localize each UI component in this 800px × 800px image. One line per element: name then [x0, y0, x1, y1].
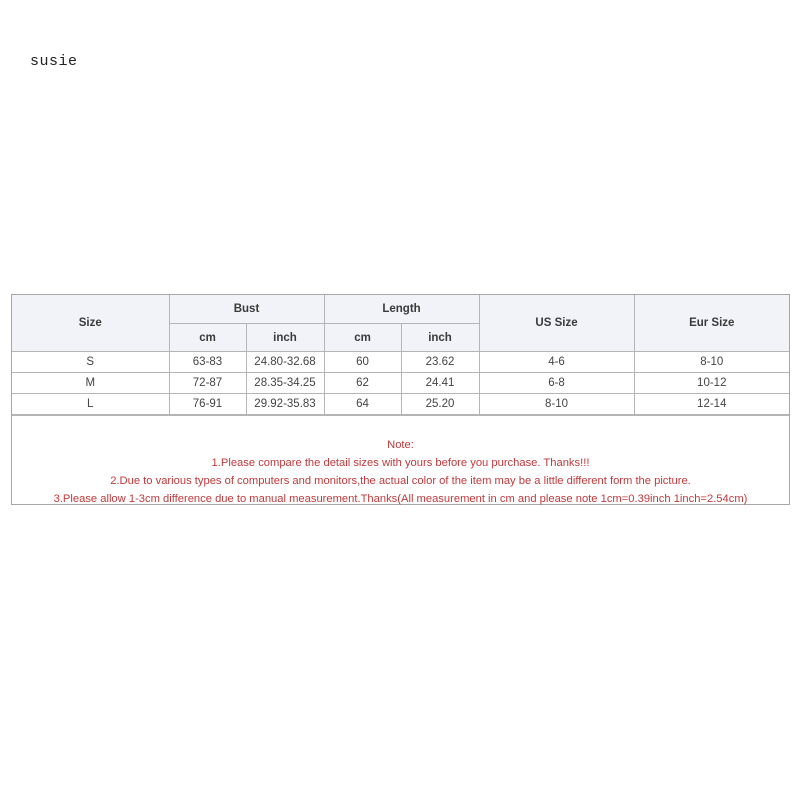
cell-bust-inch: 24.80-32.68	[246, 352, 324, 373]
cell-bust-inch: 28.35-34.25	[246, 373, 324, 394]
size-table	[12, 295, 789, 415]
cell-us-size: 4-6	[479, 352, 634, 373]
cell-eur-size: 8-10	[634, 352, 789, 373]
watermark-text: susie	[30, 53, 78, 70]
cell-length-cm: 62	[324, 373, 401, 394]
cell-bust-inch: 29.92-35.83	[246, 394, 324, 415]
table-row	[12, 373, 789, 394]
subheader-length-inch: inch	[401, 324, 479, 352]
cell-bust-cm: 63-83	[169, 352, 246, 373]
notes-section	[12, 415, 789, 508]
size-chart	[11, 294, 790, 505]
cell-bust-cm: 72-87	[169, 373, 246, 394]
subheader-bust-cm: cm	[169, 324, 246, 352]
note-line: 2.Due to various types of computers and monitors,the actual color of the item may be a little different form the picture.	[110, 475, 691, 487]
cell-size: M	[12, 373, 169, 394]
cell-eur-size: 10-12	[634, 373, 789, 394]
cell-size: L	[12, 394, 169, 415]
cell-length-cm: 60	[324, 352, 401, 373]
note-line: 1.Please compare the detail sizes with yours before you purchase. Thanks!!!	[211, 457, 590, 469]
note-line: 3.Please allow 1-3cm difference due to manual measurement.Thanks(All measurement in cm and please note 1cm=0.39inch 1inch=2.54cm)	[53, 493, 748, 505]
cell-length-inch: 25.20	[401, 394, 479, 415]
cell-eur-size: 12-14	[634, 394, 789, 415]
header-size: Size	[12, 295, 169, 352]
cell-length-inch: 24.41	[401, 373, 479, 394]
header-eur-size: Eur Size	[634, 295, 789, 352]
cell-us-size: 8-10	[479, 394, 634, 415]
cell-length-cm: 64	[324, 394, 401, 415]
table-row	[12, 394, 789, 415]
cell-us-size: 6-8	[479, 373, 634, 394]
cell-length-inch: 23.62	[401, 352, 479, 373]
cell-bust-cm: 76-91	[169, 394, 246, 415]
subheader-length-cm: cm	[324, 324, 401, 352]
header-us-size: US Size	[479, 295, 634, 352]
table-row	[12, 352, 789, 373]
note-title: Note:	[387, 439, 414, 451]
cell-size: S	[12, 352, 169, 373]
subheader-bust-inch: inch	[246, 324, 324, 352]
header-row	[12, 295, 789, 324]
header-length: Length	[324, 295, 479, 324]
header-bust: Bust	[169, 295, 324, 324]
